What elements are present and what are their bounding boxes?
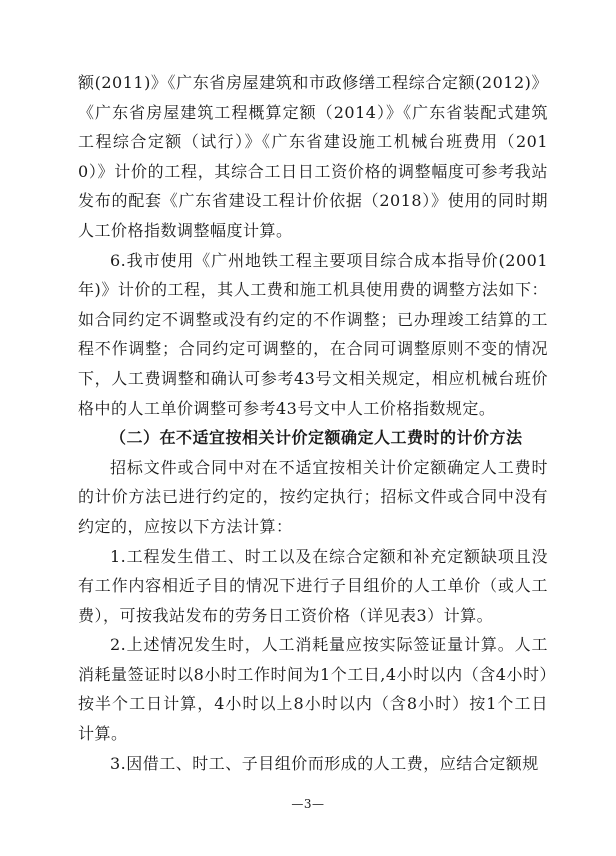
paragraph-item-6: 6.我市使用《广州地铁工程主要项目综合成本指导价(2001年)》计价的工程，其人工费和施工机具使用费的调整方法如下：如合同约定不调整或没有约定的不作调整；已办理竣工结算的工程不作调整；合同约定可调整的，在合同可调整原则不变的情况下，人工费调整和确认可参考43号文相关规定，相应机械台班价格中的人工单价调整可参考43号文中人工价格指数规定。 (78, 250, 548, 418)
section-heading-2: （二）在不适宜按相关计价定额确定人工费时的计价方法 (110, 428, 523, 448)
paragraph-item-3: 3.因借工、时工、子目组价而形成的人工费，应结合定额规 (110, 753, 539, 773)
paragraph-intro: 招标文件或合同中对在不适宜按相关计价定额确定人工费时的计价方法已进行约定的，按约定执行；招标文件或合同中没有约定的，应按以下方法计算： (78, 457, 548, 536)
paragraph-item-1: 1.工程发生借工、时工以及在综合定额和补充定额缺项且没有工作内容相近子目的情况下进行子目组价的人工单价（或人工费），可按我站发布的劳务日工资价格（详见表3）计算。 (78, 546, 548, 625)
page-number: —3— (291, 797, 325, 811)
document-body (78, 68, 548, 778)
paragraph-item-2: 2.上述情况发生时，人工消耗量应按实际签证量计算。人工消耗量签证时以8小时工作时间为1个工日,4小时以内（含4小时）按半个工日计算，4小时以上8小时以内（含8小时）按1个工日计算。 (78, 635, 548, 744)
paragraph-continuation: 额(2011)》《广东省房屋建筑和市政修缮工程综合定额(2012)》《广东省房屋建筑工程概算定额（2014）》《广东省装配式建筑工程综合定额（试行）》《广东省建设施工机械台班费用（2010）》计价的工程，其综合工日日工资价格的调整幅度可参考我站发布的配套《广东省建设工程计价依据（2018）》使用的同时期人工价格指数调整幅度计算。 (78, 73, 548, 240)
